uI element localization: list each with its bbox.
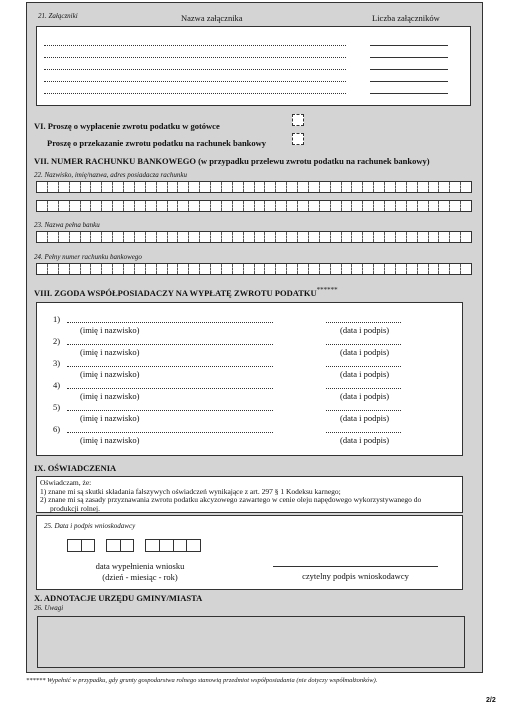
bank-account-title: VII. NUMER RACHUNKU BANKOWEGO (w przypadku przelewu zwrotu podatku na rachunek bankowy) — [34, 156, 430, 166]
coowner-signature-caption: (data i podpis) — [340, 435, 390, 445]
coowner-name-line[interactable] — [67, 366, 273, 367]
cash-refund-label: VI. Proszę o wypłacenie zwrotu podatku w gotówce — [34, 121, 220, 131]
date-format-label: (dzień - miesiąc - rok) — [102, 572, 178, 582]
date-month-boxes[interactable] — [106, 539, 134, 552]
coowner-name-caption: (imię i nazwisko) — [80, 347, 140, 357]
footnote-mark: ****** — [316, 286, 338, 294]
office-annotations-title: X. ADNOTACJE URZĘDU GMINY/MIASTA — [34, 593, 203, 603]
coowner-name-caption: (imię i nazwisko) — [80, 435, 140, 445]
coowner-signature-caption: (data i podpis) — [340, 347, 390, 357]
attachment-count-line[interactable] — [370, 93, 448, 94]
attachment-count-line[interactable] — [370, 81, 448, 82]
applicant-signature-label: czytelny podpis wnioskodawcy — [302, 571, 409, 581]
statement-item-2-cont: produkcji rolnej. — [50, 503, 100, 513]
bank-transfer-label: Proszę o przekazanie zwrotu podatku na rachunek bankowy — [47, 138, 267, 148]
statement-item-2: 2) znane mi są zasady przyznawania zwrotu podatku akcyzowego zawartego w cenie oleju napędowego wykorzystywanego do — [40, 495, 422, 504]
attachment-name-line[interactable] — [44, 93, 346, 94]
coowner-name-caption: (imię i nazwisko) — [80, 369, 140, 379]
bank-name-label: 23. Nazwa pełna banku — [34, 221, 100, 229]
coowner-name-line[interactable] — [67, 410, 273, 411]
coowner-signature-line[interactable] — [326, 366, 401, 367]
coowner-signature-caption: (data i podpis) — [340, 325, 390, 335]
coowner-row-number: 5) — [53, 402, 61, 412]
coowner-signature-line[interactable] — [326, 388, 401, 389]
attachment-count-line[interactable] — [370, 57, 448, 58]
remarks-label: 26. Uwagi — [34, 604, 64, 612]
coowner-row-number: 3) — [53, 358, 61, 368]
coowner-name-caption: (imię i nazwisko) — [80, 391, 140, 401]
coowner-row-number: 4) — [53, 380, 61, 390]
coowners-consent-title — [34, 286, 338, 298]
bank-name-cells[interactable] — [36, 231, 472, 243]
statements-text — [40, 479, 421, 513]
attachments-box — [36, 26, 471, 106]
statements-title: IX. OŚWIADCZENIA — [34, 463, 117, 473]
coowner-row-number: 2) — [53, 336, 61, 346]
date-signature-label: 25. Data i podpis wnioskodawcy — [44, 522, 136, 530]
date-filled-label: data wypełnienia wniosku — [95, 561, 185, 571]
coowners-consent-title-text: VIII. ZGODA WSPÓŁPOSIADACZY NA WYPŁATĘ ZWROTU PODATKU — [34, 287, 317, 298]
attachment-count-header: Liczba załączników — [372, 13, 440, 23]
coowner-signature-caption: (data i podpis) — [340, 391, 390, 401]
coowner-name-line[interactable] — [67, 322, 273, 323]
account-number-cells[interactable] — [36, 263, 472, 275]
statements-intro: Oświadczam, że: — [40, 478, 92, 487]
date-year-boxes[interactable] — [145, 539, 201, 552]
account-holder-cells-row2[interactable] — [36, 200, 472, 212]
attachment-name-line[interactable] — [44, 57, 346, 58]
coowner-name-line[interactable] — [67, 388, 273, 389]
coowner-signature-caption: (data i podpis) — [340, 413, 390, 423]
coowner-name-caption: (imię i nazwisko) — [80, 413, 140, 423]
footnote: ****** Wypełnić w przypadku, gdy grunty gospodarstwa rolnego stanowią przedmiot współposiadania (nie dotyczy współmałżonków). — [26, 677, 378, 684]
coowner-signature-caption: (data i podpis) — [340, 369, 390, 379]
account-number-label: 24. Pełny numer rachunku bankowego — [34, 253, 142, 261]
attachment-name-header: Nazwa załącznika — [181, 13, 243, 23]
coowner-signature-line[interactable] — [326, 344, 401, 345]
coowner-row-number: 1) — [53, 314, 61, 324]
cash-refund-checkbox[interactable] — [292, 114, 304, 126]
attachment-name-line[interactable] — [44, 69, 346, 70]
page-number: 2/2 — [486, 697, 496, 704]
attachment-name-line[interactable] — [44, 81, 346, 82]
coowner-signature-line[interactable] — [326, 410, 401, 411]
coowner-name-line[interactable] — [67, 432, 273, 433]
applicant-signature-line[interactable] — [273, 566, 438, 567]
attachment-name-line[interactable] — [44, 45, 346, 46]
coowner-name-line[interactable] — [67, 344, 273, 345]
bank-transfer-checkbox[interactable] — [292, 133, 304, 145]
coowner-signature-line[interactable] — [326, 322, 401, 323]
coowner-name-caption: (imię i nazwisko) — [80, 325, 140, 335]
coowner-row-number: 6) — [53, 424, 61, 434]
remarks-box[interactable] — [37, 616, 465, 668]
attachments-label: 21. Załączniki — [38, 12, 78, 20]
account-holder-label: 22. Nazwisko, imię/nazwa, adres posiadacza rachunku — [34, 171, 187, 179]
attachment-count-line[interactable] — [370, 45, 448, 46]
account-holder-cells-row1[interactable] — [36, 181, 472, 193]
attachment-count-line[interactable] — [370, 69, 448, 70]
coowner-signature-line[interactable] — [326, 432, 401, 433]
date-day-boxes[interactable] — [67, 539, 95, 552]
statement-item-1: 1) znane mi są skutki składania fałszywych oświadczeń wynikające z art. 297 § 1 Kodeksu karnego; — [40, 486, 341, 496]
